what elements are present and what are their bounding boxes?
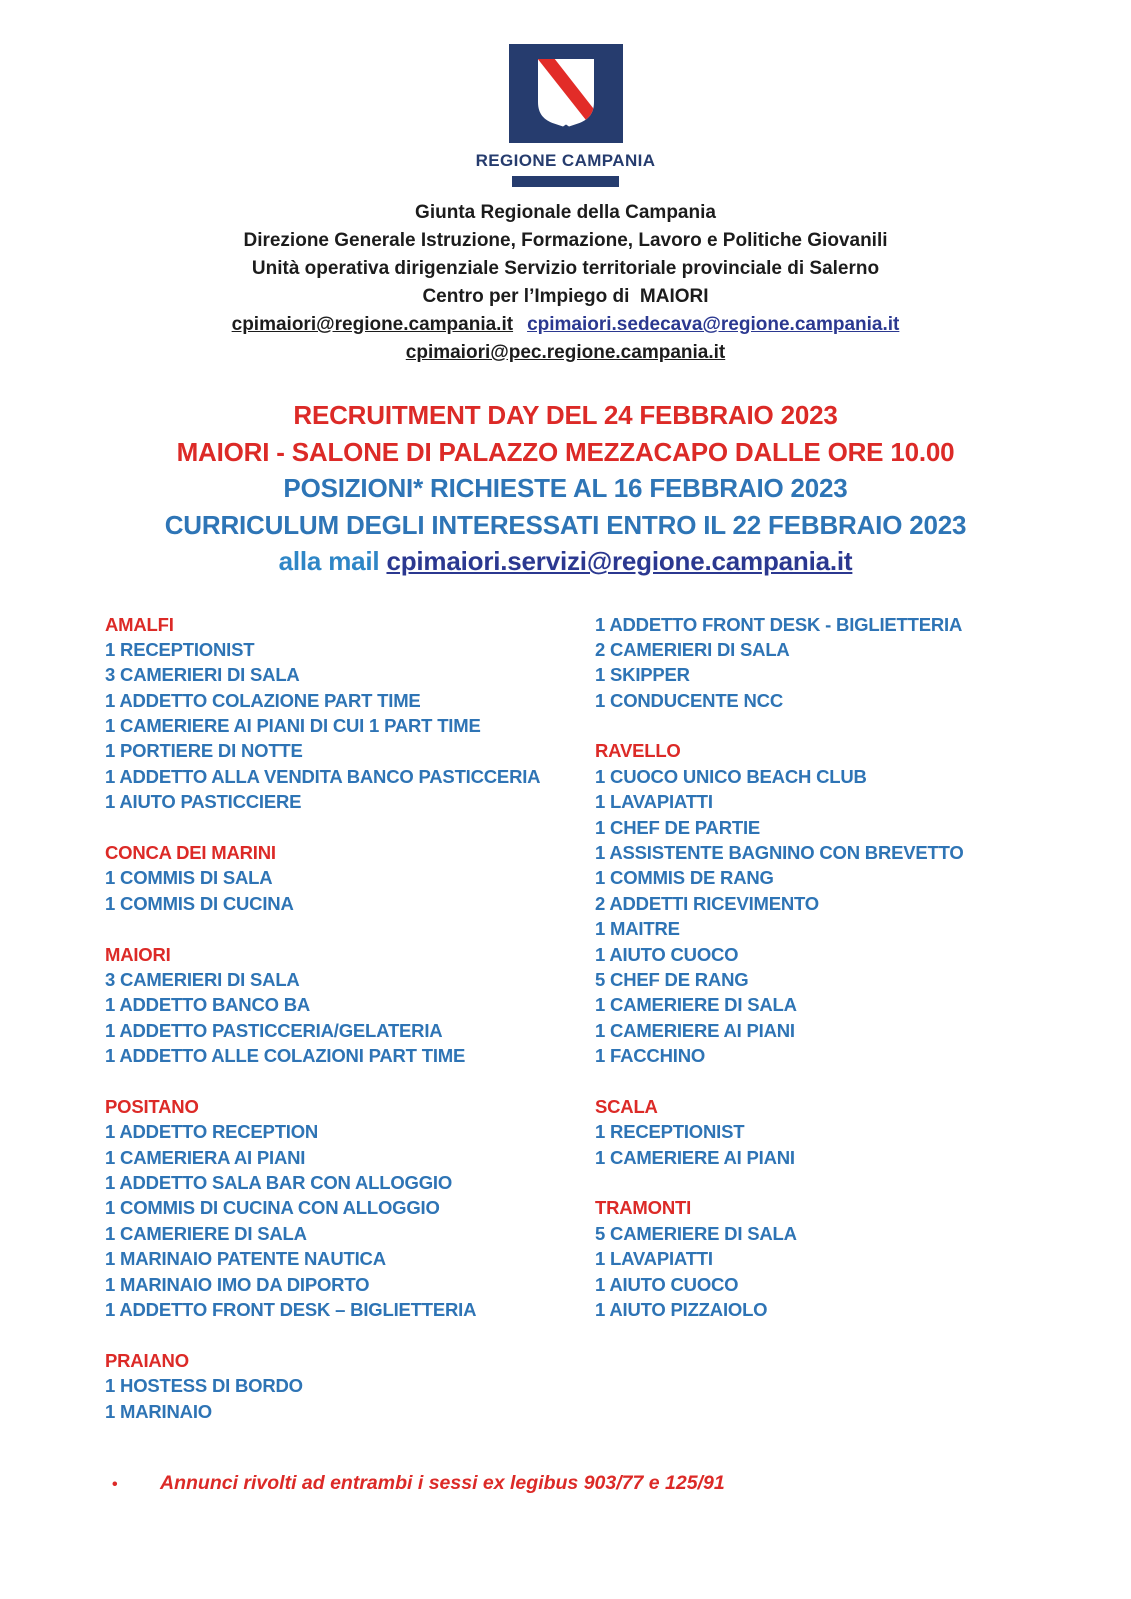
headline-curriculum: CURRICULUM DEGLI INTERESSATI ENTRO IL 22 FEBBRAIO 2023: [164, 509, 967, 540]
job-item: 1 RECEPTIONIST: [105, 638, 255, 660]
job-item: 1 ADDETTO FRONT DESK - BIGLIETTERIA: [595, 613, 963, 635]
headline-mail-line: [0, 543, 1131, 580]
job-item: 1 LAVAPIATTI: [595, 1248, 713, 1270]
job-listings: [0, 612, 1131, 1425]
job-item: 1 AIUTO CUOCO: [595, 1273, 739, 1295]
job-item: 3 CAMERIERI DI SALA: [105, 664, 300, 686]
email-link-pec[interactable]: cpimaiori@pec.regione.campania.it: [405, 342, 726, 363]
job-item: 2 CAMERIERI DI SALA: [595, 638, 790, 660]
job-item: 1 MARINAIO PATENTE NAUTICA: [105, 1248, 386, 1270]
job-item: 1 AIUTO PIZZAIOLO: [595, 1299, 768, 1321]
job-item: 1 FACCHINO: [595, 1045, 706, 1067]
footnote-text: Annunci rivolti ad entrambi i sessi ex legibus 903/77 e 125/91: [160, 1472, 725, 1494]
footnote: [0, 1472, 1131, 1495]
job-item: 1 ADDETTO ALLE COLAZIONI PART TIME: [105, 1045, 466, 1067]
job-item: 1 ADDETTO PASTICCERIA/GELATERIA: [105, 1019, 443, 1041]
job-item: 1 CHEF DE PARTIE: [595, 816, 761, 838]
alla-mail-prefix: alla mail: [278, 546, 387, 576]
town-heading: CONCA DEI MARINI: [105, 842, 276, 864]
org-email-row: [0, 311, 1131, 339]
job-item: 1 ADDETTO FRONT DESK – BIGLIETTERIA: [105, 1299, 477, 1321]
headline-block: [0, 397, 1131, 580]
org-line-giunta: Giunta Regionale della Campania: [415, 202, 716, 223]
section-spacer: [595, 713, 1131, 738]
section-spacer: [105, 815, 595, 840]
job-item: 1 MAITRE: [595, 918, 680, 940]
email-link-sedecava[interactable]: cpimaiori.sedecava@regione.campania.it: [527, 314, 900, 335]
job-item: 1 ADDETTO BANCO BA: [105, 994, 311, 1016]
email-link-servizi[interactable]: cpimaiori.servizi@regione.campania.it: [386, 546, 853, 576]
section-spacer: [105, 916, 595, 941]
org-email-row-pec: [0, 339, 1131, 367]
logo-bar: [512, 176, 619, 187]
footnote-bullet: •: [112, 1476, 118, 1493]
right-column: [595, 612, 1131, 1425]
job-item: 1 ADDETTO RECEPTION: [105, 1121, 319, 1143]
job-item: 1 LAVAPIATTI: [595, 791, 713, 813]
headline-recruitment-day: RECRUITMENT DAY DEL 24 FEBBRAIO 2023: [293, 400, 838, 430]
town-heading: SCALA: [595, 1095, 658, 1117]
email-link-cpimaiori[interactable]: cpimaiori@regione.campania.it: [231, 314, 514, 335]
job-item: 1 PORTIERE DI NOTTE: [105, 740, 303, 762]
job-item: 1 CONDUCENTE NCC: [595, 689, 783, 711]
job-item: 1 CAMERIERE DI SALA: [595, 994, 797, 1016]
job-item: 3 CAMERIERI DI SALA: [105, 968, 300, 990]
town-heading: POSITANO: [105, 1095, 199, 1117]
org-line-direzione: Direzione Generale Istruzione, Formazione, Lavoro e Politiche Giovanili: [243, 230, 888, 251]
job-item: 1 HOSTESS DI BORDO: [105, 1375, 303, 1397]
job-item: 1 CAMERIERE DI SALA: [105, 1222, 307, 1244]
logo-square: [509, 44, 623, 143]
headline-posizioni: POSIZIONI* RICHIESTE AL 16 FEBBRAIO 2023: [283, 473, 848, 503]
org-line-centro-impiego: Centro per l’Impiego di MAIORI: [422, 286, 709, 307]
town-heading: TRAMONTI: [595, 1197, 692, 1219]
job-item: 1 CAMERIERE AI PIANI: [595, 1019, 795, 1041]
org-header: [0, 199, 1131, 367]
job-item: 1 RECEPTIONIST: [595, 1121, 745, 1143]
job-item: 1 MARINAIO: [105, 1400, 212, 1422]
job-item: 1 AIUTO CUOCO: [595, 943, 739, 965]
town-heading: MAIORI: [105, 943, 171, 965]
job-item: 1 COMMIS DI CUCINA: [105, 892, 294, 914]
job-item: 5 CHEF DE RANG: [595, 968, 749, 990]
section-spacer: [595, 1069, 1131, 1094]
campania-shield-icon: [537, 58, 595, 130]
job-item: 1 COMMIS DI CUCINA CON ALLOGGIO: [105, 1197, 440, 1219]
headline-location: MAIORI - SALONE DI PALAZZO MEZZACAPO DALLE ORE 10.00: [176, 436, 955, 467]
job-item: 1 CAMERIERA AI PIANI: [105, 1146, 306, 1168]
job-item: 1 SKIPPER: [595, 664, 690, 686]
left-column: [105, 612, 595, 1425]
org-line-unita: Unità operativa dirigenziale Servizio territoriale provinciale di Salerno: [251, 258, 880, 279]
job-item: 1 AIUTO PASTICCIERE: [105, 791, 302, 813]
job-item: 1 MARINAIO IMO DA DIPORTO: [105, 1273, 370, 1295]
job-item: 1 CAMERIERE AI PIANI DI CUI 1 PART TIME: [105, 715, 481, 737]
job-item: 1 CUOCO UNICO BEACH CLUB: [595, 765, 867, 787]
job-item: 2 ADDETTI RICEVIMENTO: [595, 892, 819, 914]
town-heading: RAVELLO: [595, 740, 681, 762]
regione-campania-logo: [0, 0, 1131, 187]
town-heading: PRAIANO: [105, 1349, 189, 1371]
town-heading: AMALFI: [105, 613, 174, 635]
section-spacer: [105, 1069, 595, 1094]
section-spacer: [595, 1170, 1131, 1195]
job-item: 1 ADDETTO ALLA VENDITA BANCO PASTICCERIA: [105, 765, 541, 787]
job-item: 1 COMMIS DI SALA: [105, 867, 273, 889]
job-item: 5 CAMERIERE DI SALA: [595, 1222, 797, 1244]
job-item: 1 ADDETTO COLAZIONE PART TIME: [105, 689, 421, 711]
section-spacer: [105, 1322, 595, 1347]
job-item: 1 COMMIS DE RANG: [595, 867, 774, 889]
logo-caption: REGIONE CAMPANIA: [475, 151, 656, 170]
job-item: 1 ASSISTENTE BAGNINO CON BREVETTO: [595, 842, 964, 864]
job-item: 1 CAMERIERE AI PIANI: [595, 1146, 795, 1168]
job-item: 1 ADDETTO SALA BAR CON ALLOGGIO: [105, 1172, 453, 1194]
